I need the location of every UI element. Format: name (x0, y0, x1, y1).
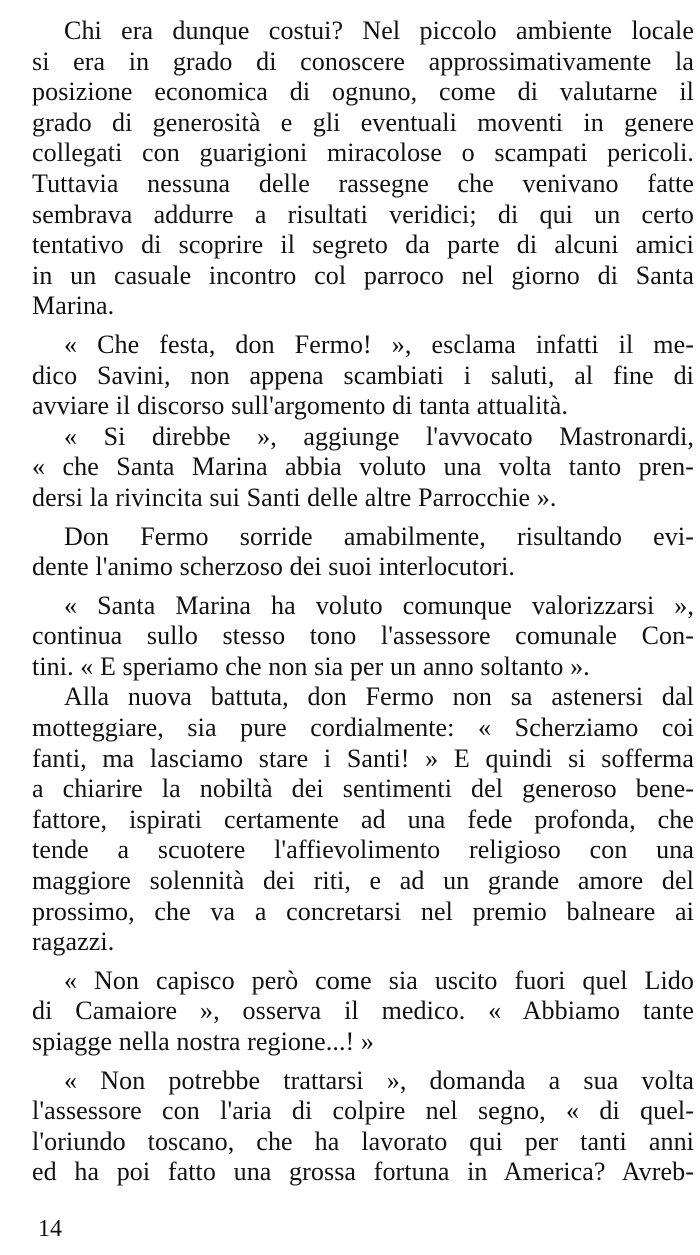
text-line: « che Santa Marina abbia voluto una volta tanto pren- (32, 452, 694, 482)
text-line: l'assessore con l'aria di colpire nel segno, « di quel- (32, 1096, 694, 1126)
text-line: motteggiare, sia pure cordialmente: « Scherziamo coi (32, 713, 694, 743)
text-line: Marina. (32, 291, 115, 321)
text-line: tini. « E speriamo che non sia per un anno soltanto ». (32, 651, 590, 681)
text-line: si era in grado di conoscere approssimativamente la (32, 46, 694, 76)
text-line: a chiarire la nobiltà dei sentimenti del generoso bene- (32, 774, 694, 804)
paragraph (32, 682, 694, 957)
text-line: avviare il discorso sull'argomento di tanta attualità. (32, 391, 568, 421)
text-line: « Non capisco però come sia uscito fuori quel Lido (64, 965, 694, 995)
paragraph (32, 422, 694, 514)
text-line: Tuttavia nessuna delle rassegne che venivano fatte (32, 168, 694, 198)
text-line: tende a scuotere l'affievolimento religioso con una (32, 835, 694, 865)
paragraph (32, 591, 694, 683)
paragraph (32, 966, 694, 1058)
text-line: fanti, ma lasciamo stare i Santi! » E quindi si sofferma (32, 743, 694, 773)
text-line: dico Savini, non appena scambiati i saluti, al fine di (32, 360, 694, 390)
text-line: collegati con guarigioni miracolose o scampati pericoli. (32, 138, 694, 168)
text-line: maggiore solennità dei riti, e ad un grande amore del (32, 866, 694, 896)
body-text (32, 16, 694, 1188)
text-line: continua sullo stesso tono l'assessore comunale Con- (32, 621, 694, 651)
paragraph (32, 16, 694, 322)
text-line: « Si direbbe », aggiunge l'avvocato Mastronardi, (64, 421, 694, 451)
text-line: dersi la rivincita sui Santi delle altre Parrocchie ». (32, 482, 557, 512)
text-line: l'oriundo toscano, che ha lavorato qui per tanti anni (32, 1126, 694, 1156)
text-line: in un casuale incontro col parroco nel giorno di Santa (32, 260, 694, 290)
text-line: posizione economica di ognuno, come di valutarne il (32, 77, 694, 107)
text-line: ed ha poi fatto una grossa fortuna in America? Avreb- (32, 1157, 694, 1187)
paragraph (32, 522, 694, 583)
text-line: ragazzi. (32, 927, 115, 957)
text-line: tentativo di scoprire il segreto da parte di alcuni amici (32, 230, 694, 260)
page-number: 14 (38, 1216, 62, 1242)
text-line: fattore, ispirati certamente ad una fede profonda, che (32, 804, 694, 834)
paragraph (32, 1066, 694, 1188)
text-line: Alla nuova battuta, don Fermo non sa astenersi dal (64, 682, 694, 712)
text-line: sembrava addurre a risultati veridici; di qui un certo (32, 199, 694, 229)
text-line: Chi era dunque costui? Nel piccolo ambiente locale (64, 16, 694, 45)
text-line: « Non potrebbe trattarsi », domanda a sua volta (64, 1065, 694, 1095)
text-line: « Che festa, don Fermo! », esclama infatti il me- (64, 329, 694, 359)
text-line: spiagge nella nostra regione...! » (32, 1027, 375, 1056)
paragraph (32, 330, 694, 422)
text-line: di Camaiore », osserva il medico. « Abbiamo tante (32, 996, 694, 1026)
text-line: grado di generosità e gli eventuali moventi in genere (32, 107, 694, 137)
text-line: Don Fermo sorride amabilmente, risultando evi- (64, 521, 694, 551)
text-line: prossimo, che va a concretarsi nel premio balneare ai (32, 896, 694, 926)
text-line: « Santa Marina ha voluto comunque valorizzarsi », (64, 590, 694, 620)
text-line: dente l'animo scherzoso dei suoi interlocutori. (32, 552, 516, 582)
